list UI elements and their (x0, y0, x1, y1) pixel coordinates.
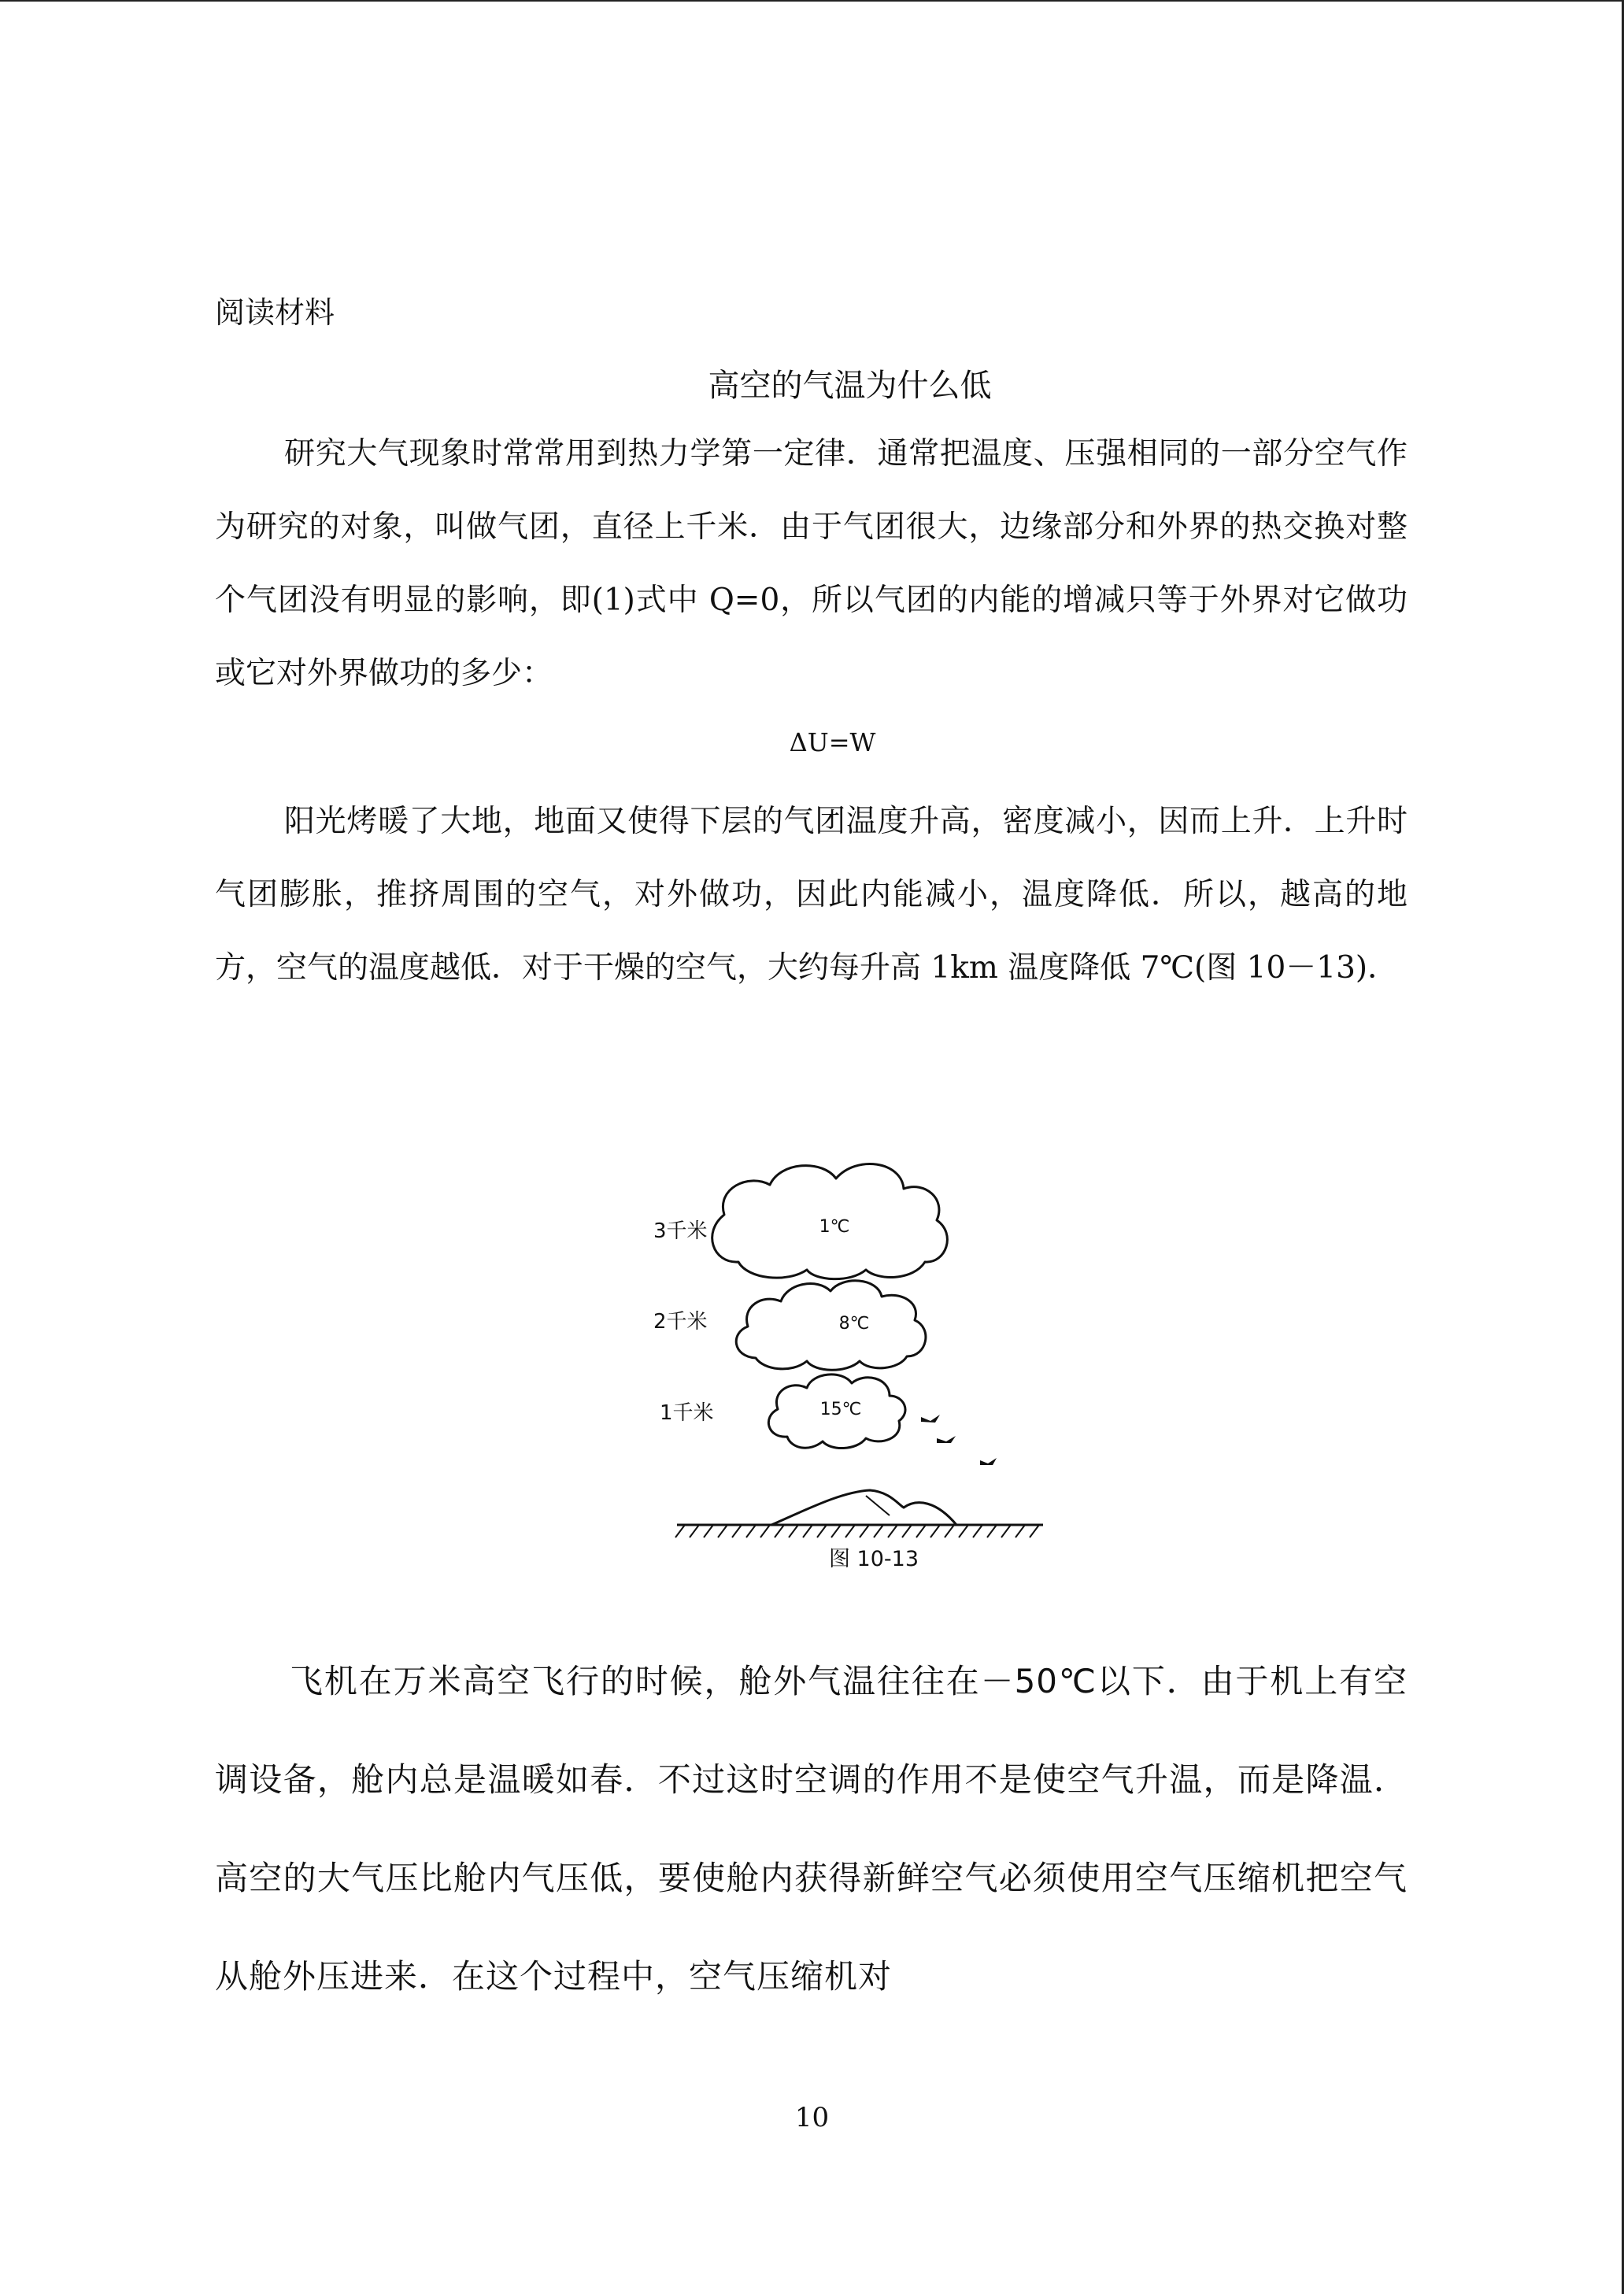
ground-hatch (675, 1525, 1039, 1537)
birds-icon (921, 1415, 997, 1465)
altitude-label-1km: 1千米 (660, 1401, 714, 1425)
figure-10-13 (653, 1145, 1063, 1586)
formula: ΔU=W (789, 727, 876, 757)
article-title: 高空的气温为什么低 (708, 368, 992, 404)
section-label: 阅读材料 (215, 295, 335, 330)
cloud-middle (736, 1281, 926, 1370)
page-number: 10 (794, 2102, 830, 2133)
paragraph-3: 飞机在万米高空飞行的时候，舱外气温往往在－50℃以下．由于机上有空调设备，舱内总是温暖如春．不过这时空调的作用不是使空气升温，而是降温．高空的大气压比舱内气压低，要使舱内获得新鲜空气必须使用空气压缩机把空气从舱外压进来．在这个过程中，空气压缩机对 (215, 1662, 1408, 1996)
altitude-label-2km: 2千米 (653, 1310, 708, 1334)
hill (771, 1490, 956, 1525)
temp-label-middle: 8℃ (838, 1314, 870, 1334)
figure-caption: 图 10-13 (828, 1547, 919, 1571)
temp-label-top: 1℃ (819, 1217, 850, 1237)
temp-label-bottom: 15℃ (819, 1400, 862, 1419)
paragraph-1: 研究大气现象时常常用到热力学第一定律．通常把温度、压强相同的一部分空气作为研究的对象，叫做气团，直径上千米．由于气团很大，边缘部分和外界的热交换对整个气团没有明显的影响，即(1)式中 Q=0，所以气团的内能的增减只等于外界对它做功或它对外界做功的多少： (215, 436, 1408, 691)
altitude-label-3km: 3千米 (653, 1219, 708, 1243)
paragraph-2: 阳光烤暖了大地，地面又使得下层的气团温度升高，密度减小，因而上升．上升时气团膨胀，推挤周围的空气，对外做功，因此内能减小，温度降低．所以，越高的地方，空气的温度越低．对于干燥的空气，大约每升高 1km 温度降低 7℃(图 10－13)． (215, 804, 1408, 986)
